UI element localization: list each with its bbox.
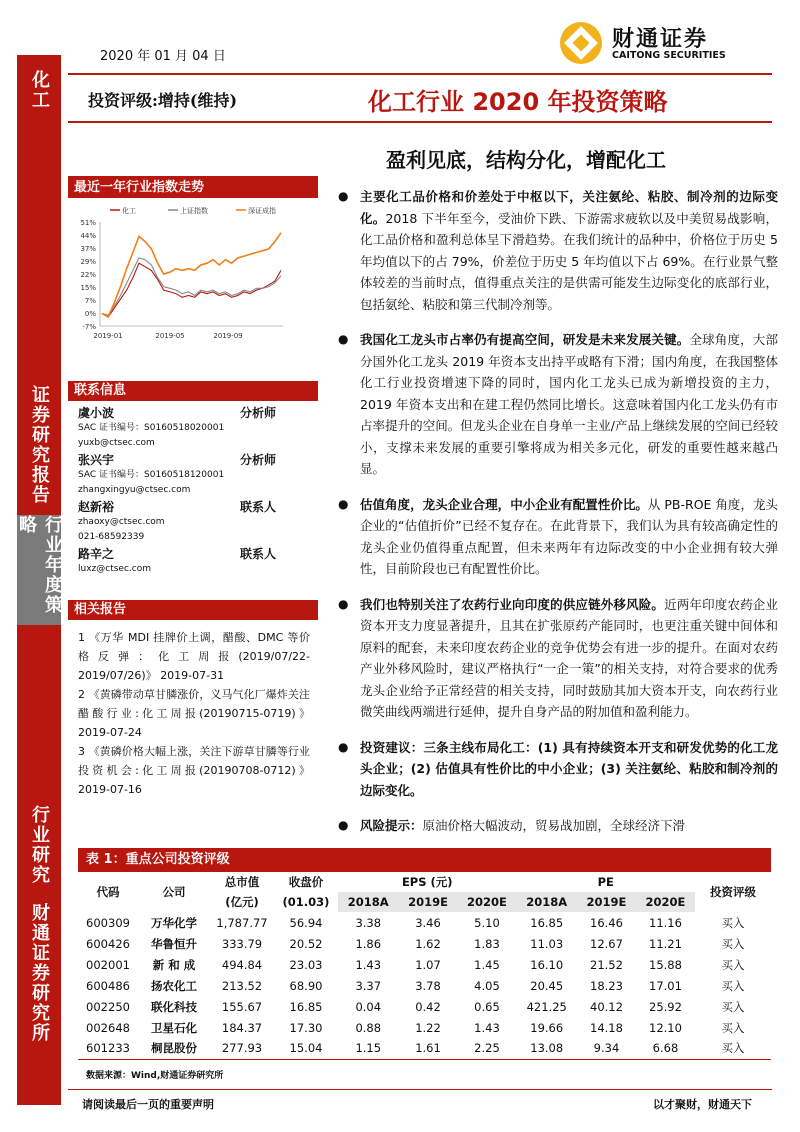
col-header-price-date: (01.03) [282,895,330,909]
contact-role: 分析师 [240,453,277,467]
key-point [338,329,778,480]
key-points [338,186,778,837]
table-cell: 1.15 [355,1041,382,1056]
table-cell: 买入 [721,915,745,930]
table-cell: 23.03 [289,957,323,972]
table-cell: 21.52 [590,957,623,972]
contact-role: 联系人 [240,500,277,514]
table-cell: 3.46 [415,915,441,930]
table-cell: 15.88 [649,957,682,972]
contact-email[interactable]: luxz@ctsec.com [78,564,151,574]
col-header-company: 公司 [162,885,186,899]
company-rating-table [78,848,771,1060]
table-cell: 277.93 [221,1041,263,1056]
col-header-pe: PE [597,875,614,889]
col-header-code: 代码 [96,885,120,899]
col-header-year: 2019E [577,892,636,912]
company-logo [556,20,761,66]
table-cell: 213.52 [221,978,263,993]
related-report-item[interactable]: 3 《黄磷价格大幅上涨，关注下游草甘膦等行业投资机会:化工周报(20190708-0712)》 2019-07-16 [78,745,310,796]
table-cell: 卫星石化 [151,1020,197,1035]
key-point-lead: 估值角度，龙头企业合理，中小企业有配置性价比。 [360,496,648,512]
col-header-rating: 投资评级 [710,885,756,899]
contact-role: 联系人 [240,547,277,561]
investment-rating: 投资评级:增持(维持) [88,91,238,110]
table-row [78,1038,771,1059]
table-cell: 3.78 [415,978,441,993]
table-cell: 002001 [86,957,130,972]
logo-icon [556,20,606,66]
table-cell: 1.43 [355,957,382,972]
table-cell: 万华化学 [151,915,197,930]
table-cell: 20.52 [289,936,323,951]
table-cell: 扬农化工 [151,978,197,993]
y-tick-label: 37% [80,245,96,253]
footer-rule [68,1089,772,1090]
table-body [78,912,771,1059]
key-point-lead: 投资建议：三条主线布局化工：(1) 具有持续资本开支和研发优势的化工龙头企业；(2) 估值具有性价比的中小企业；(3) 关注氨纶、粘胶和制冷剂的边际变化。 [360,739,778,798]
related-report-item[interactable]: 1 《万华 MDI 挂牌价上调，醋酸、DMC 等价格反弹：化工周报(2019/07/22-2019/07/26)》 2019-07-31 [78,631,310,682]
table-title: 表 1：重点公司投资评级 [78,848,771,872]
col-header-year: 2020E [458,892,517,912]
table-cell: 新 和 成 [152,957,196,972]
table-cell: 68.90 [289,978,323,993]
table-cell: 002250 [86,999,130,1014]
table-cell: 0.88 [355,1020,382,1035]
table-cell: 2.25 [474,1041,500,1056]
contact-name-row [78,545,313,562]
table-cell: 4.05 [474,978,500,993]
table-cell: 56.94 [289,915,323,930]
table-cell: 0.42 [415,999,441,1014]
table-cell: 40.12 [590,999,623,1014]
table-cell: 1.86 [355,936,382,951]
risk-warning [338,815,778,837]
table-cell: 16.10 [530,957,564,972]
key-point-text: 2018 下半年至今，受油价下跌、下游需求疲软以及中美贸易战影响，化工品价格和盈利总体呈下滑趋势。在我们统计的品种中，价格位于历史 5 年均值以下的占 79%，价差位于历史 5 年均值以下占 69%。在行业景气整体较差的当前时点，值得重点关注的是供需可能发生边际变化的底部行业，包括氨纶、粘胶和第三代制冷剂等。 [360,210,778,312]
key-point [338,186,778,315]
side-report-type: 证券研究报告 [17,125,61,515]
contact-name: 路辛之 [78,547,115,561]
contact-name-row [78,451,313,468]
contact-email[interactable]: zhaoxy@ctsec.com [78,517,165,527]
contact-phone: 021-68592339 [78,532,145,542]
contact-name-row [78,498,313,515]
contact-name: 赵新裕 [78,500,115,514]
x-tick-label: 2019-09 [213,332,243,340]
side-institute: 行业研究 财通证券研究所 [17,625,61,1105]
side-band [17,55,61,1105]
col-header-mktcap-unit: (亿元) [225,895,259,909]
contacts-heading: 联系信息 [68,381,318,401]
y-tick-label: 29% [80,258,96,266]
table-cell: 17.30 [289,1020,323,1035]
key-point-lead: 我国化工龙头市占率仍有提高空间，研发是未来发展关键。 [360,332,690,347]
y-tick-label: 15% [80,284,96,292]
key-point-lead: 我们也特别关注了农药行业向印度的供应链外移风险。 [360,596,665,612]
table-cell: 12.10 [649,1020,682,1035]
table-row [78,933,771,954]
table-cell: 1,787.77 [216,915,268,930]
key-point-text: 近两年印度农药企业资本开支力度显著提升，且其在扩张原药产能同时，也更注重关键中间体和原料的配套，未来印度农药企业的竞争优势会有进一步的提升。在面对农药产业外移风险时，建议严格执行“一企一策”的相关支持，对符合要求的优秀龙头企业给予正常经营的相关支持，同时鼓励其加大资本开支，向农药行业微笑曲线两端进行延伸，提升自身产品的附加值和盈利能力。 [360,596,778,719]
table-cell: 16.46 [590,915,623,930]
related-report-item[interactable]: 2 《黄磷带动草甘膦涨价，义马气化厂爆炸关注醋酸行业:化工周报(20190715-0719)》 2019-07-24 [78,688,310,739]
key-point [338,494,778,580]
col-header-year: 2019E [399,892,458,912]
table-cell: 14.18 [590,1020,623,1035]
table-cell: 494.84 [221,957,263,972]
col-header-mktcap: 总市值 [224,875,260,889]
table-cell: 买入 [721,999,745,1014]
col-header-year: 2018A [338,892,399,912]
table-cell: 184.37 [221,1020,263,1035]
table-cell: 600426 [86,936,130,951]
y-tick-label: 0% [84,310,96,318]
contact-email[interactable]: zhangxingyu@ctsec.com [78,485,191,495]
table-cell: 19.66 [530,1020,564,1035]
table-row [78,975,771,996]
table-cell: 0.65 [474,999,500,1014]
table-cell: 600486 [86,978,130,993]
col-header-year: 2020E [636,892,695,912]
table-cell: 1.45 [474,957,500,972]
y-tick-label: -7% [82,323,96,331]
table-cell: 16.85 [530,915,564,930]
footer-slogan: 以才聚财，财通天下 [653,1098,752,1111]
table-cell: 买入 [721,978,745,993]
y-tick-label: 44% [80,232,96,240]
chart-section-heading: 最近一年行业指数走势 [68,178,318,198]
table-cell: 1.07 [415,957,441,972]
table-cell: 9.34 [593,1041,620,1056]
key-point [338,594,778,723]
related-heading: 相关报告 [68,600,318,620]
key-point [338,737,778,802]
table-cell: 601233 [86,1041,130,1056]
table-cell: 11.21 [649,936,682,951]
table-cell: 11.16 [649,915,682,930]
report-date: 2020 年 01 月 04 日 [100,49,226,64]
x-tick-label: 2019-05 [155,332,185,340]
key-point-text: 全球角度，大部分国外化工龙头 2019 年资本支出持平或略有下滑；国内角度，在我国整体化工行业投资增速下降的同时，国内化工龙头已成为新增投资的主力，2019 年资本支出和在建工程仍然同比增长。这意味着国内化工龙头仍有市占率提升的空间。但龙头企业在自身单一主业/产品上继续发展的空间已经较小，支撑未来发展的重要引擎将成为相关多元化，研发的重要性越来越凸显。 [360,332,778,476]
series-line-2 [102,233,281,317]
table-cell: 买入 [721,1020,745,1035]
header-rule [68,73,772,75]
col-header-eps: EPS (元) [401,875,453,889]
table-cell: 333.79 [221,936,263,951]
table-cell: 155.67 [221,999,263,1014]
y-tick-label: 22% [80,271,96,279]
table-cell: 买入 [721,1041,745,1056]
table-cell: 桐昆股份 [151,1041,197,1056]
contact-detail: SAC 证书编号：S0160518020001 [78,423,225,433]
contacts-list [78,404,313,577]
key-point-text: 从 PB-ROE 角度，龙头企业的“估值折价”已经不复存在。在此背景下，我们认为具有较高确定性的龙头企业仍值得重点配置，但未来两年有边际改变的中小企业拥有较大弹性，目前阶段也已有配置性价比。 [360,496,778,576]
table-row [78,1017,771,1038]
contact-role: 分析师 [240,406,277,420]
table-cell: 1.62 [415,936,441,951]
table-cell: 15.04 [289,1041,323,1056]
contact-email[interactable]: yuxb@ctsec.com [78,438,155,448]
table-cell: 13.08 [530,1041,564,1056]
report-subtitle: 盈利见底，结构分化，增配化工 [386,148,666,172]
table-row [78,954,771,975]
y-tick-label: 51% [80,219,96,227]
legend-label: 深证成指 [248,207,276,215]
table-cell: 1.43 [474,1020,500,1035]
table-row [78,912,771,933]
logo-text-en: CAITONG SECURITIES [612,50,726,61]
table-cell: 421.25 [526,999,567,1014]
table-cell: 5.10 [474,915,500,930]
table-cell: 0.04 [355,999,382,1014]
x-tick-label: 2019-01 [93,332,123,340]
contact-detail: SAC 证书编号：S0160518120001 [78,470,225,480]
table-cell: 25.92 [649,999,682,1014]
side-category: 化工 [17,55,61,125]
contact-name-row [78,404,313,421]
table-cell: 1.83 [474,936,500,951]
contact-name: 张兴宇 [78,453,115,467]
table-cell: 3.38 [355,915,382,930]
table-cell: 买入 [721,936,745,951]
risk-warning-text: 原油价格大幅波动，贸易战加剧，全球经济下滑 [422,818,686,833]
legend-label: 上证指数 [180,207,208,215]
table-cell: 20.45 [530,978,564,993]
title-rule [68,121,772,123]
index-trend-chart [68,200,318,350]
table-cell: 买入 [721,957,745,972]
contact-name: 虞小波 [78,406,115,420]
table-cell: 18.23 [590,978,623,993]
table-cell: 600309 [86,915,130,930]
table-cell: 1.61 [415,1041,441,1056]
key-point-lead: 主要化工品价格和价差处于中枢以下，关注氨纶、粘胶、制冷剂的边际变化。 [360,189,778,226]
logo-text-cn: 财通证券 [612,27,709,52]
risk-warning-lead: 风险提示： [360,818,423,833]
table-cell: 12.67 [590,936,623,951]
table-row [78,996,771,1017]
col-header-price: 收盘价 [288,875,324,889]
col-header-year: 2018A [516,892,577,912]
table-cell: 华鲁恒升 [151,936,197,951]
related-reports [78,628,310,799]
table-cell: 17.01 [649,978,682,993]
footer-disclaimer: 请阅读最后一页的重要声明 [82,1098,214,1111]
table-cell: 3.37 [355,978,382,993]
report-title: 化工行业 2020 年投资策略 [368,88,668,116]
legend-label: 化工 [122,207,136,215]
y-tick-label: 7% [84,297,96,305]
table-cell: 联化科技 [151,999,197,1014]
data-source: 数据来源：Wind,财通证券研究所 [86,1071,224,1081]
table-cell: 16.85 [289,999,323,1014]
table-cell: 002648 [86,1020,130,1035]
table-cell: 6.68 [652,1041,679,1056]
table-cell: 11.03 [530,936,564,951]
table-cell: 1.22 [415,1020,441,1035]
side-report-kind: 行业年度策略 [17,515,61,625]
